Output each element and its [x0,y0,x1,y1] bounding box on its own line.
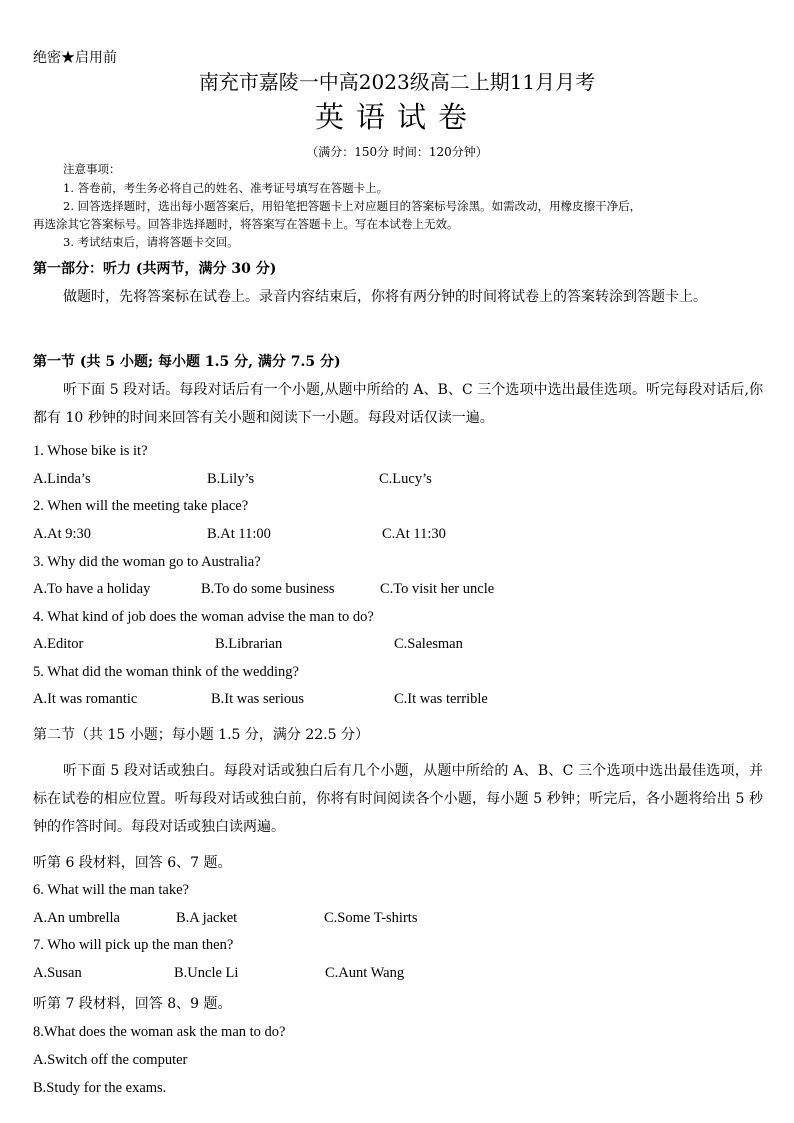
q3-option-a: A.To have a holiday [33,581,151,597]
q1-stem: 1. Whose bike is it? [33,443,148,459]
q1-option-a: A.Linda’s [33,471,91,487]
q8-option-a: A.Switch off the computer [33,1052,188,1068]
exam-subject: 英语试卷 [314,100,479,134]
part1-intro: 做题时，先将答案标在试卷上。录音内容结束后，你将有两分钟的时间将试卷上的答案转涂到答题卡上。 [63,289,707,305]
q2-option-c: C.At 11:30 [382,526,446,542]
secret-mark: 绝密★启用前 [33,50,117,66]
q4-option-c: C.Salesman [394,636,463,652]
section2-heading: 第二节（共 15 小题；每小题 1.5 分，满分 22.5 分） [33,727,369,743]
notes-heading: 注意事项： [63,162,121,176]
score-info: （满分：150分 时间：120分钟） [306,145,488,159]
q5-option-c: C.It was terrible [394,691,488,707]
q5-option-a: A.It was romantic [33,691,138,707]
q6-option-a: A.An umbrella [33,910,120,926]
note-item-3: 3. 考试结束后，请将答题卡交回。 [63,235,239,249]
material-7-label: 听第 7 段材料，回答 8、9 题。 [33,996,232,1012]
q6-option-b: B.A jacket [176,910,238,926]
q2-option-a: A.At 9:30 [33,526,91,542]
q2-stem: 2. When will the meeting take place? [33,498,249,514]
note-item-1: 1. 答卷前，考生务必将自己的姓名、准考证号填写在答题卡上。 [63,181,389,195]
q5-option-b: B.It was serious [211,691,305,707]
q8-stem: 8.What does the woman ask the man to do? [33,1024,286,1040]
section1-intro: 听下面 5 段对话。每段对话后有一个小题,从题中所给的 A、B、C 三个选项中选出最佳选项。听完每段对话后,你都有 10 秒钟的时间来回答有关小题和阅读下一小题。每段对话仅读一遍。 [33,382,763,426]
q3-option-b: B.To do some business [201,581,335,597]
q8-option-b: B.Study for the exams. [33,1080,167,1096]
part1-heading: 第一部分：听力 (共两节，满分 30 分) [33,261,277,277]
q1-option-c: C.Lucy’s [379,471,432,487]
q6-option-c: C.Some T-shirts [324,910,418,926]
q6-stem: 6. What will the man take? [33,882,189,898]
exam-title: 南充市嘉陵一中高2023级高二上期11月月考 [198,70,596,94]
material-6-label: 听第 6 段材料，回答 6、7 题。 [33,855,232,871]
q4-stem: 4. What kind of job does the woman advise the man to do? [33,609,374,625]
q7-option-c: C.Aunt Wang [325,965,405,981]
q3-stem: 3. Why did the woman go to Australia? [33,554,261,570]
note-item-2: 2. 回答选择题时，选出每小题答案后，用铅笔把答题卡上对应题目的答案标号涂黑。如需改动，用橡皮擦干净后， [63,199,642,213]
q7-stem: 7. Who will pick up the man then? [33,937,234,953]
section2-intro: 听下面 5 段对话或独白。每段对话或独白后有几个小题，从题中所给的 A、B、C 三个选项中选出最佳选项，并标在试卷的相应位置。听每段对话或独白前，你将有时间阅读各个小题，每小题 5 秒钟；听完后，各小题将给出 5 秒钟的作答时间。每段对话或独白读两遍。 [33,763,763,835]
note-item-2-cont: 再选涂其它答案标号。回答非选择题时，将答案写在答题卡上。写在本试卷上无效。 [33,217,459,231]
q7-option-b: B.Uncle Li [174,965,239,981]
q5-stem: 5. What did the woman think of the wedding? [33,664,299,680]
section1-heading: 第一节 (共 5 小题; 每小题 1.5 分, 满分 7.5 分) [33,354,341,370]
q4-option-b: B.Librarian [215,636,283,652]
q4-option-a: A.Editor [33,636,84,652]
q3-option-c: C.To visit her uncle [380,581,495,597]
q2-option-b: B.At 11:00 [207,526,271,542]
q1-option-b: B.Lily’s [207,471,255,487]
q7-option-a: A.Susan [33,965,82,981]
